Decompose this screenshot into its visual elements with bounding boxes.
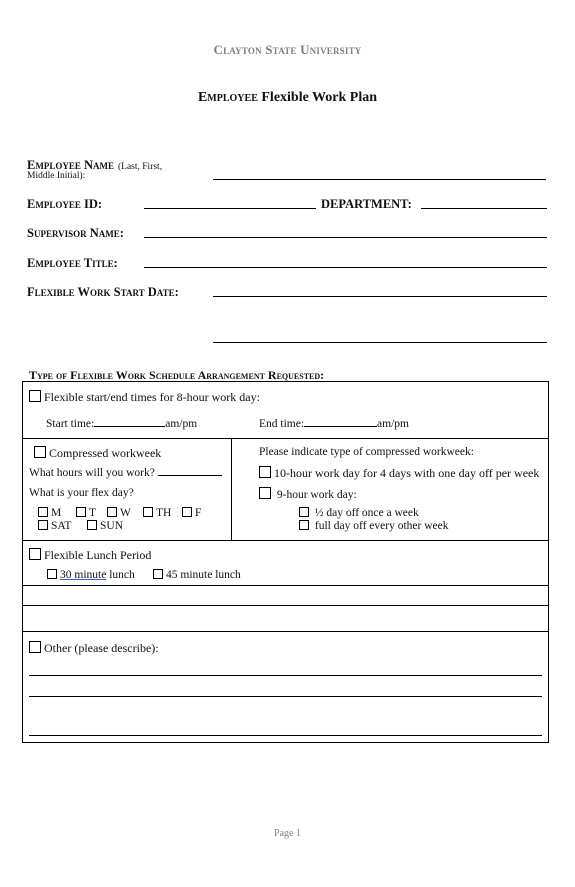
page-number: Page 1 [274,828,301,839]
half-day-checkbox[interactable] [299,507,309,517]
flex-start-end-label: Flexible start/end times for 8-hour work day: [44,390,260,404]
day-saturday-label: SAT [51,520,72,532]
employee-id-label: Employee ID: [27,197,103,211]
day-tuesday-label: T [89,507,97,519]
lunch-30-suffix: lunch [106,569,135,581]
lunch-45-checkbox[interactable] [153,569,163,579]
employee-title-field[interactable] [144,267,547,268]
employee-id-field[interactable] [144,208,316,209]
day-thursday-label: TH [156,507,172,519]
hours-field[interactable] [158,466,222,476]
university-name: Clayton State University [213,42,362,57]
day-friday [182,507,201,519]
other-description-line[interactable] [29,735,542,736]
flex-start-date-field[interactable] [213,296,547,297]
other-description-line[interactable] [29,675,542,676]
day-saturday [38,520,71,532]
start-time-field[interactable] [94,417,165,427]
nine-hour-option [259,487,357,501]
row-divider [22,631,548,632]
blank-line[interactable] [213,342,547,343]
hours-question-row [29,466,222,479]
title-rest: Flexible Work Plan [257,90,378,105]
end-time-suffix: am/pm [377,418,409,430]
supervisor-name-label: Supervisor Name: [27,226,124,240]
day-friday-checkbox[interactable] [182,507,192,517]
lunch-30-label: 30 minute [60,569,107,581]
department-field[interactable] [421,208,547,209]
day-tuesday [76,507,96,519]
employee-name-note: (Last, First, [118,162,163,172]
day-monday-label: M [51,507,62,519]
row-divider [22,540,548,541]
other-label: Other (please describe): [44,641,159,655]
other-checkbox[interactable] [29,641,41,653]
day-sunday-label: SUN [100,520,124,532]
flex-lunch-label: Flexible Lunch Period [44,548,152,562]
lunch-45-option [153,569,241,581]
compressed-label: Compressed workweek [49,446,162,460]
flex-start-end-option [29,390,260,405]
section-heading: Type of Flexible Work Schedule Arrangement Requested: [29,368,325,382]
start-time-label: Start time: [46,418,95,430]
flex-lunch-option [29,548,151,563]
flex-lunch-checkbox[interactable] [29,548,41,560]
full-day-checkbox[interactable] [299,520,309,530]
ten-hour-checkbox[interactable] [259,466,271,478]
full-day-label: full day off every other week [314,520,449,532]
row-divider [22,605,548,606]
row-divider [22,438,548,439]
start-time-suffix: am/pm [165,418,198,430]
compressed-type-prompt: Please indicate type of compressed workweek: [259,446,474,458]
start-time-row [46,417,197,430]
day-sunday-checkbox[interactable] [87,520,97,530]
lunch-30-option [47,569,135,581]
flex-day-question: What is your flex day? [29,487,134,499]
day-saturday-checkbox[interactable] [38,520,48,530]
nine-hour-label: 9-hour work day: [276,489,357,501]
employee-name-label: Employee Name [27,158,114,172]
ten-hour-option [259,466,539,481]
compressed-option [34,446,161,461]
end-time-row [259,417,409,430]
ten-hour-label: 10-hour work day for 4 days with one day off per week [274,466,540,480]
day-wednesday-checkbox[interactable] [107,507,117,517]
supervisor-name-field[interactable] [144,237,547,238]
other-description-line[interactable] [29,696,542,697]
day-tuesday-checkbox[interactable] [76,507,86,517]
half-day-label: ½ day off once a week [314,507,419,519]
full-day-option [299,520,448,532]
half-day-option [299,507,419,519]
day-wednesday-label: W [120,507,131,519]
lunch-30-checkbox[interactable] [47,569,57,579]
employee-name-note2: Middle Initial): [27,171,86,181]
hours-question-label: What hours will you work? [29,467,155,479]
end-time-field[interactable] [304,417,377,427]
day-monday-checkbox[interactable] [38,507,48,517]
flex-start-end-checkbox[interactable] [29,390,41,402]
column-divider [231,438,232,540]
day-monday [38,507,61,519]
employee-title-label: Employee Title: [27,256,118,270]
nine-hour-checkbox[interactable] [259,487,271,499]
day-thursday-checkbox[interactable] [143,507,153,517]
row-divider [22,585,548,586]
employee-name-field[interactable] [213,179,546,180]
other-option [29,641,159,656]
lunch-45-label: 45 minute lunch [166,569,241,581]
day-thursday [143,507,171,519]
end-time-label: End time: [259,418,305,430]
day-friday-label: F [195,507,202,519]
flex-start-date-label: Flexible Work Start Date: [27,285,179,299]
day-wednesday [107,507,131,519]
form-title [0,90,575,106]
department-label: DEPARTMENT: [321,197,412,211]
day-sunday [87,520,123,532]
title-employee: Employee [197,90,258,105]
compressed-checkbox[interactable] [34,446,46,458]
